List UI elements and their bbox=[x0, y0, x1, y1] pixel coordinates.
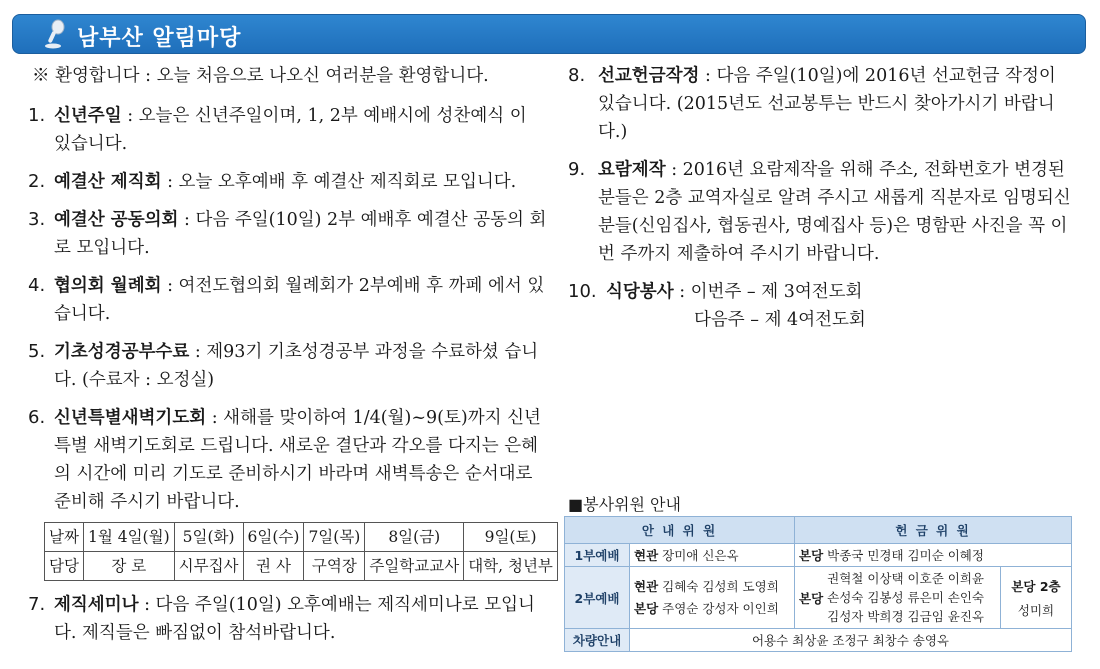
table-cell bbox=[795, 544, 1072, 567]
table-cell: 시무집사 bbox=[174, 552, 243, 581]
location-label: 본당 2층 bbox=[1011, 578, 1061, 594]
table-cell: 1월 4일(월) bbox=[83, 523, 174, 552]
notice-item bbox=[28, 168, 548, 196]
item-text: 다음주 – 제 4여전도회 bbox=[694, 310, 866, 330]
table-cell: 대학, 청년부 bbox=[464, 552, 558, 581]
notice-item bbox=[28, 206, 548, 262]
table-row bbox=[565, 629, 1072, 652]
names: 장미애 신은옥 bbox=[662, 548, 739, 563]
item-text: : 제93기 기초성경공부 과정을 수료하셨 습니다. (수료자 : 오정실) bbox=[54, 342, 539, 390]
item-text: : 오늘은 신년주일이며, 1, 2부 예배시에 성찬예식 이 있습니다. bbox=[54, 106, 527, 154]
item-number: 10. bbox=[568, 281, 597, 302]
names: 김성자 박희경 김금임 윤진옥 bbox=[827, 609, 984, 624]
names: 박종국 민경태 김미순 이혜정 bbox=[827, 548, 984, 563]
item-heading: 신년주일 bbox=[54, 106, 122, 126]
item-number: 3. bbox=[28, 209, 46, 230]
table-row bbox=[565, 567, 1072, 629]
names: 김혜숙 김성희 도영희 bbox=[662, 578, 779, 594]
item-heading: 예결산 공동의회 bbox=[54, 210, 179, 230]
table-header: 헌 금 위 원 bbox=[795, 517, 1072, 544]
item-number: 8. bbox=[568, 65, 586, 86]
table-row bbox=[45, 523, 558, 552]
item-text: : 오늘 오후예배 후 예결산 제직회로 모입니다. bbox=[161, 172, 517, 192]
volunteer-table bbox=[564, 516, 1072, 652]
item-text: : 다음 주일(10일) 오후예배는 제직세미나로 모입니다. 제직들은 빠짐없이 참석바랍니다. bbox=[54, 595, 535, 643]
item-text: : 다음 주일(10일) 2부 예배후 예결산 공동의 회로 모입니다. bbox=[54, 210, 547, 258]
left-column bbox=[28, 62, 553, 657]
notice-item bbox=[28, 102, 548, 158]
item-number: 5. bbox=[28, 341, 46, 362]
volunteer-section-title: ■봉사위원 안내 bbox=[568, 495, 681, 514]
notice-item bbox=[28, 338, 548, 394]
table-cell: 구역장 bbox=[304, 552, 365, 581]
row-label: 2부예배 bbox=[565, 567, 630, 629]
prayer-schedule-table bbox=[44, 522, 558, 581]
item-number: 4. bbox=[28, 275, 46, 296]
item-heading: 요람제작 bbox=[598, 160, 666, 180]
table-cell: 장 로 bbox=[83, 552, 174, 581]
item-number: 7. bbox=[28, 594, 46, 615]
item-heading: 기초성경공부수료 bbox=[54, 342, 190, 362]
table-cell: 날짜 bbox=[45, 523, 84, 552]
item-number: 9. bbox=[568, 159, 586, 180]
item-text: : 다음 주일(10일)에 2016년 선교헌금 작정이 있습니다. (2015년도 선교봉투는 반드시 찾아가시기 바랍니다.) bbox=[598, 66, 1056, 142]
item-heading: 협의회 월례회 bbox=[54, 276, 162, 296]
item-number: 6. bbox=[28, 407, 46, 428]
table-cell: 8일(금) bbox=[365, 523, 464, 552]
table-cell bbox=[630, 544, 795, 567]
table-row bbox=[45, 552, 558, 581]
item-text: : 새해를 맞이하여 1/4(월)~9(토)까지 신년특별 새벽기도회로 드립니다. 새로운 결단과 각오를 다지는 은혜의 시간에 미리 기도로 준비하시기 바라며 새벽특송은 순서대로 준비해 주시기 바랍니다. bbox=[54, 408, 541, 512]
table-cell bbox=[1001, 567, 1072, 629]
item-number: 2. bbox=[28, 171, 46, 192]
item-text: : 이번주 – 제 3여전도회 bbox=[673, 282, 863, 302]
names: 권혁철 이상택 이호준 이희윤 bbox=[827, 571, 984, 586]
notice-item bbox=[28, 272, 548, 328]
table-cell bbox=[795, 567, 1001, 629]
row-label: 1부예배 bbox=[565, 544, 630, 567]
location-label: 본당 bbox=[799, 548, 824, 563]
table-cell: 담당 bbox=[45, 552, 84, 581]
item-text: : 여전도협의회 월례회가 2부예배 후 까페 에서 있습니다. bbox=[54, 276, 545, 324]
microphone-icon bbox=[43, 19, 69, 53]
table-cell: 어용수 최상윤 조정구 최창수 송영옥 bbox=[630, 629, 1072, 652]
location-label: 현관 bbox=[634, 578, 659, 594]
item-heading: 예결산 제직회 bbox=[54, 172, 162, 192]
notice-item bbox=[568, 156, 1078, 268]
item-text: : 2016년 요람제작을 위해 주소, 전화번호가 변경된 분들은 2층 교역자실로 알려 주시고 새롭게 직분자로 임명되신 분들(신임집사, 협동권사, 명예집사 등)은 명함판 사진을 꼭 이번 주까지 제출하여 주시기 바랍니다. bbox=[598, 160, 1071, 264]
item-number: 1. bbox=[28, 105, 46, 126]
table-row bbox=[565, 544, 1072, 567]
table-cell: 주일학교교사 bbox=[365, 552, 464, 581]
notice-item bbox=[568, 278, 1078, 334]
item-heading: 신년특별새벽기도회 bbox=[54, 408, 207, 428]
location-label: 현관 bbox=[634, 548, 659, 563]
item-heading: 식당봉사 bbox=[606, 282, 674, 302]
page-title: 남부산 알림마당 bbox=[77, 26, 242, 51]
table-cell: 9일(토) bbox=[464, 523, 558, 552]
item-heading: 선교헌금작정 bbox=[598, 66, 700, 86]
table-cell: 5일(화) bbox=[174, 523, 243, 552]
notice-item bbox=[568, 62, 1078, 146]
notice-item bbox=[28, 404, 548, 516]
location-label: 본당 bbox=[634, 600, 659, 616]
table-header: 안 내 위 원 bbox=[565, 517, 795, 544]
names: 손성숙 김봉성 류은미 손인숙 bbox=[827, 590, 984, 605]
location-label: 본당 bbox=[799, 590, 824, 606]
table-cell: 권 사 bbox=[243, 552, 304, 581]
table-cell bbox=[630, 567, 795, 629]
notice-item bbox=[28, 591, 548, 647]
welcome-notice: ※ 환영합니다 : 오늘 처음으로 나오신 여러분을 환영합니다. bbox=[32, 66, 489, 86]
header-banner bbox=[12, 14, 1086, 54]
table-cell: 6일(수) bbox=[243, 523, 304, 552]
names: 주영순 강성자 이인희 bbox=[662, 600, 779, 616]
names: 성미희 bbox=[1017, 602, 1055, 618]
table-row bbox=[565, 517, 1072, 544]
row-label: 차량안내 bbox=[565, 629, 630, 652]
item-heading: 제직세미나 bbox=[54, 595, 139, 615]
table-cell: 7일(목) bbox=[304, 523, 365, 552]
right-column bbox=[568, 62, 1078, 344]
